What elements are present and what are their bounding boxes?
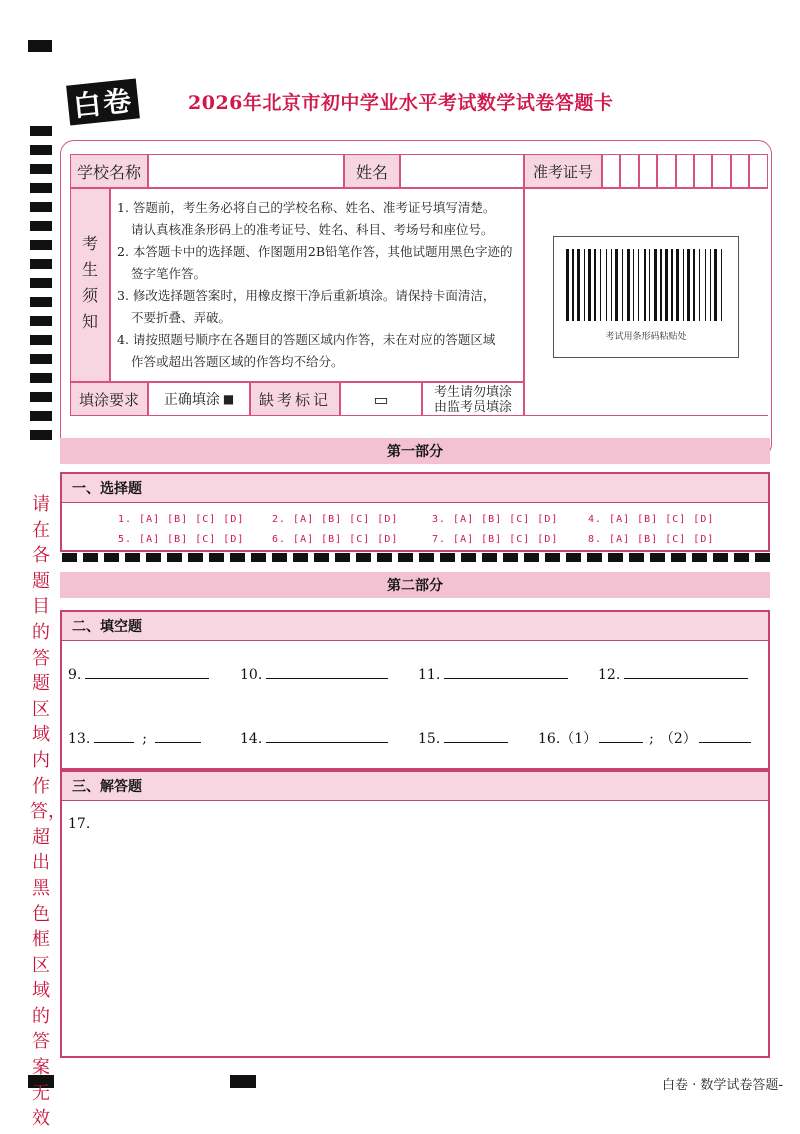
question-number: 10. [240,667,263,683]
timing-mark [30,145,52,155]
question-17-number: 17. [68,816,91,832]
barcode-bar [721,249,722,321]
barcode-bar [654,249,657,321]
choice-option-2[interactable]: 2. [A] [B] [C] [D] [272,514,399,525]
timing-mark [692,553,707,562]
timing-mark [545,553,560,562]
name-field[interactable] [400,154,524,188]
answer-blank[interactable] [444,664,568,679]
correct-fill-example [148,382,250,416]
timing-mark [30,354,52,364]
barcode-bar [584,249,585,321]
timing-mark [30,240,52,250]
question-10 [240,664,388,683]
notice-line: 请认真核准条形码上的准考证号、姓名、科目、考场号和座位号。 [131,222,494,237]
barcode-bar [714,249,717,321]
barcode-bar [676,249,679,321]
timing-mark [398,553,413,562]
timing-mark [30,221,52,231]
timing-mark [30,297,52,307]
timing-mark [272,553,287,562]
page-title: 2026年北京市初中学业水平考试数学试卷答题卡 [188,92,614,114]
barcode-bar [572,249,574,321]
timing-mark [314,553,329,562]
choice-option-7[interactable]: 7. [A] [B] [C] [D] [432,534,559,545]
timing-mark [713,553,728,562]
timing-mark [461,553,476,562]
barcode-bar [622,249,623,321]
notice-label-cell [70,188,110,382]
timing-mark [293,553,308,562]
barcode-bar [611,249,612,321]
fill-in-title: 二、填空题 [62,612,768,641]
choice-option-6[interactable]: 6. [A] [B] [C] [D] [272,534,399,545]
question-13 [68,728,201,747]
notice-line: 签字笔作答。 [131,266,207,281]
question-number: 14. [240,731,263,747]
proctor-note [422,382,524,416]
name-label: 姓名 [344,154,400,188]
answer-blank[interactable] [444,728,508,743]
timing-mark [671,553,686,562]
timing-mark [28,40,52,52]
side-warning-note: 请在各题目的答题区域内作答，超出黑色框区域的答案无效 [30,494,66,1130]
barcode-bar [588,249,591,321]
question-subpart: （2） [659,731,697,747]
timing-mark [30,411,52,421]
timing-mark [30,164,52,174]
filled-square-icon: ■ [222,392,235,406]
white-paper-badge: 白卷 [66,78,140,125]
choice-option-8[interactable]: 8. [A] [B] [C] [D] [588,534,715,545]
barcode-bar [600,249,601,321]
barcode-bar [687,249,690,321]
school-name-field[interactable] [148,154,344,188]
exam-id-digit-cell[interactable] [712,154,730,188]
exam-id-digit-cell[interactable] [749,154,767,188]
notice-line: 作答或超出答题区域的作答均不给分。 [131,354,344,369]
timing-mark [419,553,434,562]
timing-mark [30,316,52,326]
school-label: 学校名称 [70,154,148,188]
timing-mark [30,335,52,345]
notice-line: 不要折叠、弄破。 [131,310,232,325]
answer-blank[interactable] [94,728,134,743]
question-number: 11. [418,667,441,683]
timing-mark [188,553,203,562]
timing-mark [30,392,52,402]
barcode-bar [594,249,596,321]
timing-mark [524,553,539,562]
timing-mark [30,373,52,383]
choice-option-1[interactable]: 1. [A] [B] [C] [D] [118,514,245,525]
exam-id-digit-cell[interactable] [657,154,675,188]
solution-title: 三、解答题 [62,770,768,801]
timing-mark [62,553,77,562]
barcode-icon [564,249,730,321]
answer-blank[interactable] [624,664,748,679]
barcode-bar [638,249,639,321]
timing-mark [209,553,224,562]
question-number: 12. [598,667,621,683]
correct-fill-text: 正确填涂 [163,392,220,408]
barcode-bar [649,249,650,321]
question-17-answer-area[interactable] [62,836,766,1054]
separator: ; [142,731,147,747]
timing-mark [629,553,644,562]
absent-mark-label: 缺考标记 [250,382,340,416]
timing-mark [482,553,497,562]
barcode-bar [665,249,668,321]
question-14 [240,728,388,747]
barcode-bar [699,249,700,321]
notice-label-char: 考 [81,234,98,253]
answer-blank[interactable] [699,728,751,743]
barcode-bar [693,249,695,321]
multiple-choice-title: 一、选择题 [62,474,768,503]
barcode-bar [633,249,634,321]
question-number: 9. [68,667,82,683]
answer-blank[interactable] [266,664,388,679]
timing-mark [608,553,623,562]
barcode-caption: 考试用条形码粘贴处 [605,332,687,342]
part-one-band: 第一部分 [60,438,770,464]
timing-mark [30,202,52,212]
notice-label-char: 生 [81,260,98,279]
exam-id-digit-cell[interactable] [731,154,749,188]
question-12 [598,664,748,683]
timing-mark [440,553,455,562]
choice-option-5[interactable]: 5. [A] [B] [C] [D] [118,534,245,545]
notice-label-char: 须 [81,286,98,305]
notice-line: 4. 请按照题号顺序在各题目的答题区域内作答，未在对应的答题区域 [117,332,496,347]
timing-mark [734,553,749,562]
timing-mark [587,553,602,562]
timing-mark [503,553,518,562]
barcode-bar [660,249,662,321]
barcode-bar [627,249,630,321]
notice-line: 1. 答题前，考生务必将自己的学校名称、姓名、准考证号填写清楚。 [117,200,496,215]
page-footer: 白卷 · 数学试卷答题- [662,1078,784,1093]
exam-id-digit-cell[interactable] [620,154,638,188]
barcode-bar [710,249,711,321]
timing-mark [755,553,770,562]
timing-mark [335,553,350,562]
timing-mark [251,553,266,562]
barcode-bar [577,249,580,321]
notice-label-char: 知 [81,312,98,331]
timing-mark [125,553,140,562]
barcode-bar [705,249,706,321]
exam-id-digit-cell[interactable] [694,154,712,188]
exam-notices [110,188,524,382]
fill-requirement-label: 填涂要求 [70,382,148,416]
timing-mark [356,553,371,562]
proctor-note-line: 考生请勿填涂 [433,385,512,400]
barcode-bar [644,249,646,321]
timing-mark [104,553,119,562]
question-15 [418,728,508,747]
answer-blank[interactable] [599,728,643,743]
exam-id-digit-cell[interactable] [676,154,694,188]
timing-mark [30,430,52,440]
timing-mark [230,553,245,562]
proctor-note-line: 由监考员填涂 [433,400,512,415]
separator: ; [649,731,654,747]
timing-mark [30,259,52,269]
barcode-bar [683,249,684,321]
timing-mark [146,553,161,562]
timing-mark [230,1075,256,1088]
timing-mark [566,553,581,562]
barcode-bar [566,249,569,321]
choice-option-3[interactable]: 3. [A] [B] [C] [D] [432,514,559,525]
question-number: 13. [68,731,91,747]
answer-blank[interactable] [266,728,388,743]
timing-mark [30,183,52,193]
answer-blank[interactable] [155,728,201,743]
question-9 [68,664,209,683]
answer-blank[interactable] [85,664,209,679]
exam-id-digit-cell[interactable] [602,154,620,188]
notice-line: 2. 本答题卡中的选择题、作图题用2B铅笔作答，其他试题用黑色字迹的 [117,244,513,259]
question-16 [538,728,751,748]
timing-mark [83,553,98,562]
exam-id-digit-cell[interactable] [639,154,657,188]
notice-line: 3. 修改选择题答案时，用橡皮擦干净后重新填涂。请保持卡面清洁， [117,288,496,303]
timing-mark [377,553,392,562]
question-number: 15. [418,731,441,747]
barcode-bar [606,249,607,321]
barcode-bar [615,249,618,321]
part-two-band: 第二部分 [60,572,770,598]
question-number: 16.（1） [538,731,598,747]
timing-mark [30,278,52,288]
choice-option-4[interactable]: 4. [A] [B] [C] [D] [588,514,715,525]
question-11 [418,664,568,683]
timing-mark [167,553,182,562]
absent-mark-box[interactable]: ▭ [340,382,422,416]
barcode-sticker-box [553,236,739,358]
barcode-bar [671,249,673,321]
timing-mark [30,126,52,136]
exam-id-label: 准考证号 [524,154,602,188]
timing-mark [650,553,665,562]
